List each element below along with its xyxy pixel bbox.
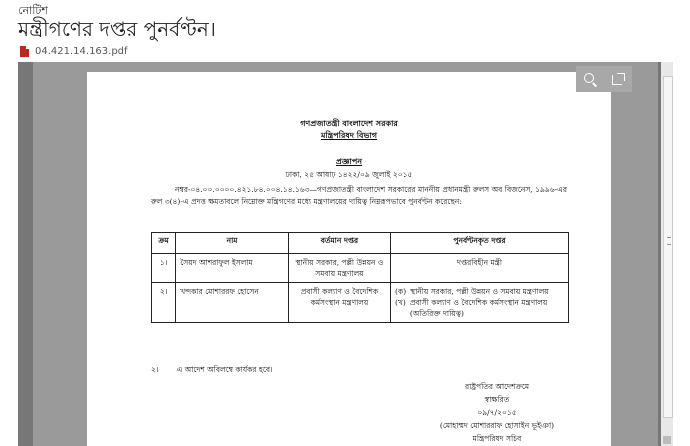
scroll-grip-icon: [667, 237, 671, 245]
popout-icon[interactable]: [609, 70, 627, 88]
cell-serial: ২।: [152, 283, 176, 323]
sig-name: (মোহাম্মদ মোশাররাফ হোসাইন ভূইঞা): [439, 421, 555, 430]
cell-name: সৈয়দ আশরাফুল ইসলাম: [176, 254, 289, 283]
doc-heading-notification: প্রজ্ঞাপন: [335, 156, 363, 166]
cell-reassigned: দপ্তরবিহীন মন্ত্রী: [391, 254, 569, 283]
resize-corner-icon[interactable]: [663, 436, 671, 444]
list-marker: (খ): [395, 298, 406, 307]
cell-current: স্থানীয় সরকার, পল্লী উন্নয়ন ও সমবায় মন্ত্রণালয়: [288, 254, 390, 283]
sig-date: ০৯/৭/২০১৫: [477, 408, 517, 417]
attachment-link[interactable]: [20, 46, 128, 57]
page-title: মন্ত্রীগণের দপ্তর পুনর্বণ্টন।: [18, 17, 216, 41]
sig-title: মন্ত্রিপরিষদ সচিব: [472, 434, 522, 443]
list-text: প্রবাসী কল্যাণ ও বৈদেশিক কর্মসংস্থান মন্ত্রণালয় (অতিরিক্ত দায়িত্ব): [409, 298, 548, 318]
col-serial: ক্রম: [152, 233, 176, 254]
pdf-viewer[interactable]: [18, 62, 673, 446]
viewer-scrollbar[interactable]: [661, 62, 673, 446]
list-item: [395, 286, 564, 297]
doc-heading-division: মন্ত্রিপরিষদ বিভাগ: [320, 130, 378, 140]
table-row: [152, 283, 569, 323]
zoom-icon[interactable]: [581, 70, 599, 88]
sig-signed: স্বাক্ষরিত: [484, 395, 510, 404]
col-name: নাম: [176, 233, 289, 254]
cell-serial: ১।: [152, 254, 176, 283]
doc-point-2: [151, 365, 273, 377]
sig-order-line: রাষ্ট্রপতির আদেশক্রমে: [464, 382, 530, 391]
cell-reassigned: [391, 283, 569, 323]
doc-table: [151, 232, 569, 323]
cell-name: খন্দকার মোশাররফ হোসেন: [176, 283, 289, 323]
table-header-row: [152, 233, 569, 254]
list-item: [395, 297, 564, 319]
table-row: [152, 254, 569, 283]
doc-date-line: ঢাকা, ২৫ আষাঢ় ১৪২২/০৯ জুলাই ২০১৫: [285, 170, 413, 179]
list-text: স্থানীয় সরকার, পল্লী উন্নয়ন ও সমবায় মন্ত্রণালয়: [410, 287, 549, 296]
cell-current: প্রবাসী কল্যাণ ও বৈদেশিক কর্মসংস্থান মন্ত্রণালয়: [288, 283, 390, 323]
doc-paragraph: নম্বর-০৪.০০.০০০০.৪২১.৮৪.০০৪.১৪.১৬৩—গণপ্রজাতন্ত্রী বাংলাদেশ সরকারের মাননীয় প্রধানমন্ত্রী রুলস অব বিজনেস, ১৯৯৬-এর রুল ৩(৪)-এ প্রদত্ত ক্ষমতাবলে নিম্নোক্ত মন্ত্রিগণের মধ্যে মন্ত্রণালয়ের দায়িত্ব নিম্নরূপভাবে পুনর্বণ্টন করেছেন:: [151, 185, 567, 206]
attachment-filename[interactable]: 04.421.14.163.pdf: [35, 46, 128, 57]
col-current: বর্তমান দপ্তর: [288, 233, 390, 254]
notice-label: নোটিশ: [18, 4, 48, 17]
viewer-canvas: [33, 62, 658, 446]
doc-heading-government: গণপ্রজাতন্ত্রী বাংলাদেশ সরকার: [300, 118, 398, 128]
pdf-icon: [20, 46, 29, 57]
list-marker: (ক): [395, 287, 407, 296]
point-number: ২।: [151, 365, 159, 374]
document-page: [87, 72, 611, 446]
viewer-toolbar: [576, 66, 632, 92]
col-reassigned: পুনর্বণ্টনকৃত দপ্তর: [391, 233, 569, 254]
point-text: এ আদেশ অবিলম্বে কার্যকর হবে।: [176, 365, 273, 374]
scroll-thumb[interactable]: [663, 76, 673, 418]
